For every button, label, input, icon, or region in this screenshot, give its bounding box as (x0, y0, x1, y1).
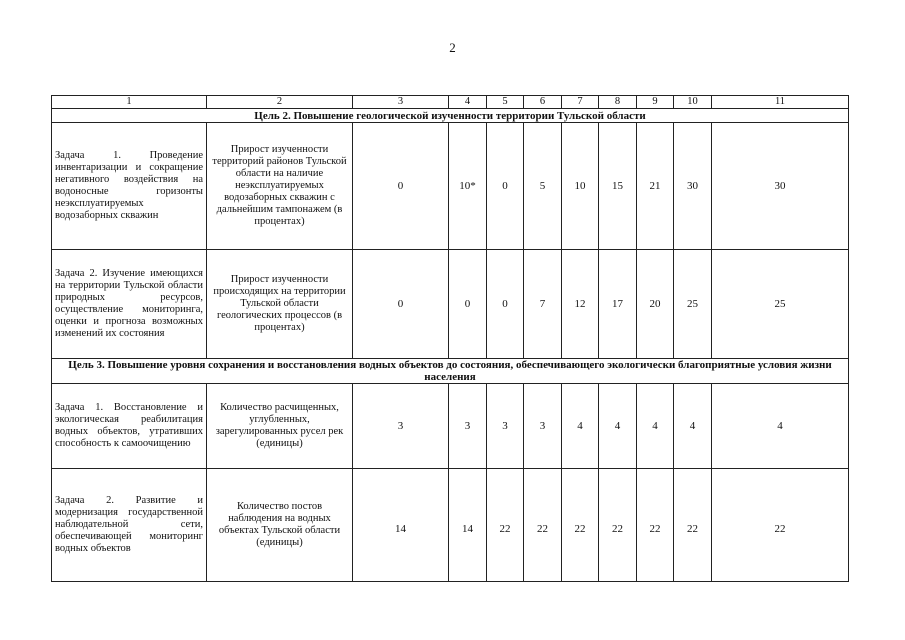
page-number: 2 (449, 40, 456, 55)
value-cell: 14 (449, 469, 487, 582)
value-cell: 21 (637, 123, 674, 250)
value-cell: 0 (353, 250, 449, 359)
value-cell: 4 (637, 384, 674, 469)
value-cell: 22 (562, 469, 599, 582)
goal-2-heading: Цель 2. Повышение геологической изученности территории Тульской области (52, 109, 849, 123)
value-cell: 22 (524, 469, 562, 582)
goal-3-heading: Цель 3. Повышение уровня сохранения и восстановления водных объектов до состояния, обеспечивающего экологически благоприятные условия жизни населения (52, 359, 849, 384)
col-header-9: 9 (637, 96, 674, 109)
value-cell: 3 (353, 384, 449, 469)
value-cell: 0 (353, 123, 449, 250)
table-row (52, 123, 849, 250)
value-cell: 14 (353, 469, 449, 582)
value-cell: 25 (674, 250, 712, 359)
value-cell: 3 (487, 384, 524, 469)
col-header-6: 6 (524, 96, 562, 109)
value-cell: 7 (524, 250, 562, 359)
col-header-11: 11 (712, 96, 849, 109)
task-cell: Задача 1. Восстановление и экологическая реабилитация водных объектов, утративших способность к самоочищению (52, 384, 207, 469)
value-cell: 10* (449, 123, 487, 250)
value-cell: 30 (712, 123, 849, 250)
value-cell: 4 (674, 384, 712, 469)
value-cell: 15 (599, 123, 637, 250)
value-cell: 0 (449, 250, 487, 359)
value-cell: 0 (487, 123, 524, 250)
value-cell: 4 (599, 384, 637, 469)
value-cell: 22 (712, 469, 849, 582)
col-header-2: 2 (207, 96, 353, 109)
column-number-row (52, 96, 849, 109)
col-header-8: 8 (599, 96, 637, 109)
col-header-7: 7 (562, 96, 599, 109)
value-cell: 25 (712, 250, 849, 359)
value-cell: 20 (637, 250, 674, 359)
task-cell: Задача 2. Изучение имеющихся на территории Тульской области природных ресурсов, осуществление мониторинга, оценки и прогноза возможных изменений их состояния (52, 250, 207, 359)
col-header-1: 1 (52, 96, 207, 109)
task-cell: Задача 1. Проведение инвентаризации и сокращение негативного воздействия на водоносные горизонты неэксплуатируемых водозаборных скважин (52, 123, 207, 250)
indicator-cell: Прирост изученности территорий районов Тульской области на наличие неэксплуатируемых водозаборных скважин с дальнейшим тампонажем (в процентах) (207, 123, 353, 250)
indicator-cell: Количество расчищенных, углубленных, зарегулированных русел рек (единицы) (207, 384, 353, 469)
value-cell: 22 (599, 469, 637, 582)
value-cell: 3 (524, 384, 562, 469)
indicators-table (51, 95, 849, 582)
table-row (52, 469, 849, 582)
col-header-4: 4 (449, 96, 487, 109)
value-cell: 5 (524, 123, 562, 250)
col-header-3: 3 (353, 96, 449, 109)
col-header-5: 5 (487, 96, 524, 109)
value-cell: 22 (674, 469, 712, 582)
col-header-10: 10 (674, 96, 712, 109)
task-cell: Задача 2. Развитие и модернизация государственной наблюдательной сети, обеспечивающей мониторинг водных объектов (52, 469, 207, 582)
value-cell: 30 (674, 123, 712, 250)
table-row (52, 384, 849, 469)
value-cell: 4 (562, 384, 599, 469)
value-cell: 0 (487, 250, 524, 359)
indicator-cell: Прирост изученности происходящих на территории Тульской области геологических процессов (в процентах) (207, 250, 353, 359)
indicator-cell: Количество постов наблюдения на водных объектах Тульской области (единицы) (207, 469, 353, 582)
value-cell: 3 (449, 384, 487, 469)
value-cell: 22 (637, 469, 674, 582)
value-cell: 22 (487, 469, 524, 582)
table-row (52, 250, 849, 359)
value-cell: 12 (562, 250, 599, 359)
value-cell: 4 (712, 384, 849, 469)
value-cell: 17 (599, 250, 637, 359)
value-cell: 10 (562, 123, 599, 250)
goal-3-row (52, 359, 849, 384)
goal-2-row (52, 109, 849, 123)
